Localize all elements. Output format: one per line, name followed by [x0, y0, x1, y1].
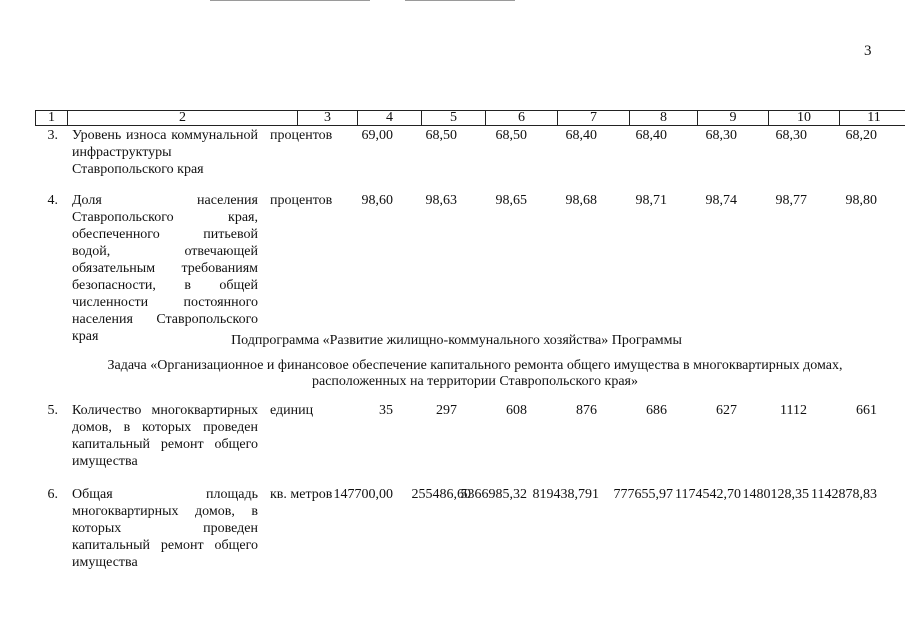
indicator-name: Количество многоквартирных домов, в которых проведен капитальный ремонт общего имущества	[72, 403, 258, 469]
value-cell: 777655,97	[613, 487, 673, 502]
value-cell: 98,80	[845, 193, 877, 208]
indicator-name: Общая площадь многоквартирных домов, в которых проведен капитальный ремонт общего имущества	[72, 487, 258, 570]
value-cell: 1142878,83	[811, 487, 877, 502]
scan-artifact-line	[210, 0, 370, 1]
page-number: 3	[864, 43, 872, 59]
value-cell: 98,60	[361, 193, 393, 208]
column-header-10: 10	[769, 111, 840, 126]
value-cell: 68,30	[775, 128, 807, 143]
indicator-name: Доля населения Ставропольского края, обеспеченного питьевой водой, отвечающей обязательным требованиям безопасности, в общей численности постоянного населения Ставропольского края	[72, 193, 258, 344]
row-number: 6.	[47, 487, 58, 502]
value-cell: 98,65	[495, 193, 527, 208]
value-cell: 35	[379, 403, 393, 418]
value-cell: 627	[716, 403, 737, 418]
subprogram-heading: Подпрограмма «Развитие жилищно-коммунального хозяйства» Программы	[231, 333, 682, 348]
value-cell: 147700,00	[333, 487, 393, 502]
value-cell: 876	[576, 403, 597, 418]
value-cell: 98,77	[775, 193, 807, 208]
value-cell: 98,63	[425, 193, 457, 208]
value-cell: 68,40	[565, 128, 597, 143]
value-cell: 68,50	[495, 128, 527, 143]
value-cell: 1174542,70	[675, 487, 741, 502]
value-cell: 1480128,35	[742, 487, 809, 502]
row-number: 4.	[47, 193, 58, 208]
value-cell: 68,30	[705, 128, 737, 143]
value-cell: 5366985,32	[460, 487, 527, 502]
unit: процентов	[270, 128, 333, 143]
value-cell: 661	[856, 403, 877, 418]
task-heading: Задача «Организационное и финансовое обеспечение капитального ремонта общего имущества в многоквартирных домах, расположенных на территории Ставропольского края»	[107, 358, 843, 389]
scan-artifact-line	[405, 0, 515, 1]
value-cell: 1112	[780, 403, 807, 418]
value-cell: 68,40	[635, 128, 667, 143]
column-header-4: 4	[358, 111, 422, 126]
column-header-7: 7	[558, 111, 630, 126]
value-cell: 819438,791	[532, 487, 599, 502]
unit: кв. метров	[270, 487, 333, 502]
column-header-6: 6	[486, 111, 558, 126]
value-cell: 69,00	[361, 128, 393, 143]
column-header-9: 9	[698, 111, 769, 126]
column-header-2: 2	[68, 111, 298, 126]
unit: процентов	[270, 193, 333, 208]
value-cell: 98,68	[565, 193, 597, 208]
unit: единиц	[270, 403, 314, 418]
row-number: 5.	[47, 403, 58, 418]
column-header-1: 1	[36, 111, 68, 126]
indicator-name: Уровень износа коммунальной инфраструктуры Ставропольского края	[72, 128, 258, 177]
value-cell: 255486,60	[411, 487, 471, 502]
value-cell: 68,50	[425, 128, 457, 143]
value-cell: 608	[506, 403, 527, 418]
value-cell: 68,20	[845, 128, 877, 143]
value-cell: 686	[646, 403, 667, 418]
column-header-11: 11	[840, 111, 905, 126]
value-cell: 98,74	[705, 193, 737, 208]
value-cell: 297	[436, 403, 457, 418]
column-header-8: 8	[630, 111, 698, 126]
column-header-3: 3	[298, 111, 358, 126]
column-header-5: 5	[422, 111, 486, 126]
column-header-row	[35, 110, 905, 126]
value-cell: 98,71	[635, 193, 667, 208]
row-number: 3.	[47, 128, 58, 143]
